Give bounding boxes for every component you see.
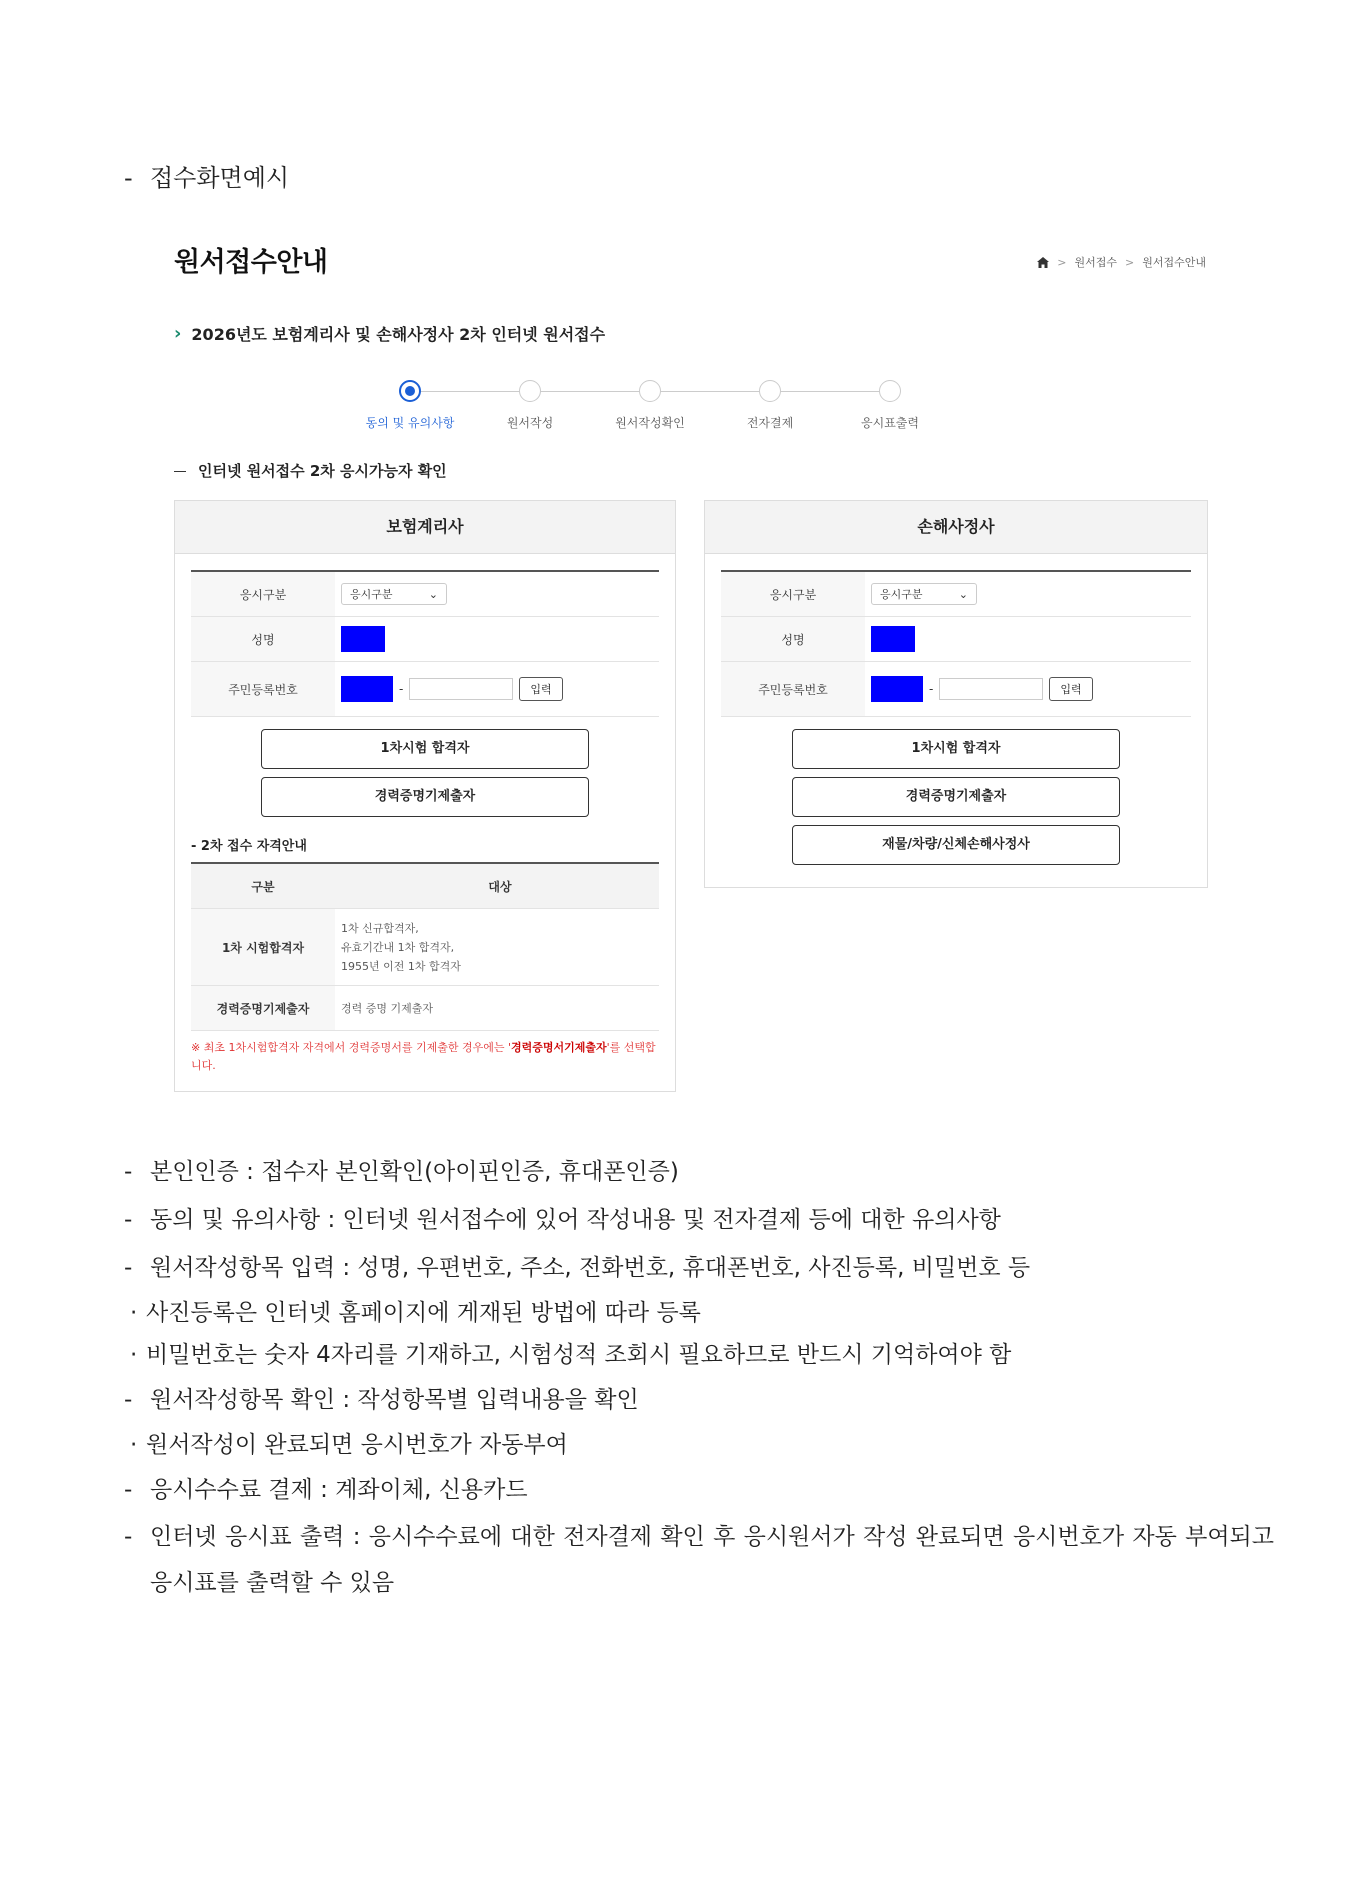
notice-prefix: ※ 최초 1차시험합격자 자격에서 경력증명서를 기제출한 경우에는 ': [191, 1041, 511, 1054]
panel-title: 손해사정사: [705, 501, 1207, 554]
breadcrumb: [1037, 254, 1206, 270]
field-cell: [335, 583, 659, 605]
subsection-title-text: 인터넷 원서접수 2차 응시가능자 확인: [198, 462, 447, 480]
bullet-item: - 응시수수료 결제 : 계좌이체, 신용카드: [124, 1466, 1274, 1514]
chevron-down-icon: ⌄: [428, 587, 438, 601]
eligibility-form: [721, 570, 1191, 717]
field-label: 주민등록번호: [721, 662, 865, 716]
home-icon[interactable]: [1037, 257, 1049, 268]
enter-button[interactable]: 입력: [1049, 677, 1092, 701]
breadcrumb-item[interactable]: 원서접수: [1074, 256, 1118, 269]
form-row: [721, 617, 1191, 662]
form-row: [721, 572, 1191, 617]
sub-bullet-item: · 원서작성이 완료되면 응시번호가 자동부여: [124, 1424, 1274, 1466]
intro-text: 접수화면예시: [150, 164, 290, 192]
subsection-title: [174, 460, 447, 481]
chevron-right-icon: >: [1057, 255, 1067, 269]
table-cell-type: 1차 시험합격자: [191, 909, 335, 985]
id-back-input[interactable]: [939, 678, 1043, 700]
actuary-panel: [174, 500, 676, 1092]
step-label: 원서작성: [506, 416, 554, 430]
field-cell: [335, 676, 659, 702]
table-row: [191, 909, 659, 986]
id-front-redacted: [341, 676, 393, 702]
select-value: 응시구분: [880, 588, 923, 601]
field-label: 주민등록번호: [191, 662, 335, 716]
page-title: 원서접수안내: [174, 247, 328, 278]
qualification-table: [191, 862, 659, 1031]
step-label: 응시표출력: [861, 416, 919, 430]
form-row: [191, 662, 659, 717]
field-cell: [865, 676, 1191, 702]
step-payment: [700, 378, 840, 431]
button-group: [705, 729, 1207, 865]
name-redacted: [871, 626, 915, 652]
chevron-right-icon: >: [1125, 255, 1135, 269]
id-front-redacted: [871, 676, 923, 702]
step-dot: [639, 380, 661, 402]
form-row: [191, 617, 659, 662]
step-label: 원서작성확인: [615, 416, 685, 430]
hyphen: -: [399, 682, 404, 696]
intro-line: [124, 158, 289, 193]
field-cell: [865, 583, 1191, 605]
bullet-item: - 원서작성항목 확인 : 작성항목별 입력내용을 확인: [124, 1376, 1274, 1424]
field-cell: [335, 626, 659, 652]
dash-marker: -: [124, 164, 133, 192]
chevron-right-icon: ›: [174, 323, 182, 344]
step-confirm: [580, 378, 720, 431]
section-title-text: 2026년도 보험계리사 및 손해사정사 2차 인터넷 원서접수: [191, 325, 606, 344]
step-ticket: [820, 378, 960, 431]
first-exam-passer-button[interactable]: 1차시험 합격자: [261, 729, 589, 769]
field-label: 성명: [721, 617, 865, 661]
bullet-item: - 본인인증 : 접수자 본인확인(아이핀인증, 휴대폰인증): [124, 1148, 1274, 1196]
screenshot-frame: [170, 224, 1216, 1104]
dash-marker: [174, 471, 186, 472]
chevron-down-icon: ⌄: [958, 587, 968, 601]
career-certificate-button[interactable]: 경력증명기제출자: [792, 777, 1120, 817]
select-value: 응시구분: [350, 588, 393, 601]
field-cell: [865, 626, 1191, 652]
breadcrumb-item[interactable]: 원서접수안내: [1142, 256, 1206, 269]
column-header: 대상: [335, 864, 659, 908]
step-agreement: [340, 378, 480, 431]
field-label: 성명: [191, 617, 335, 661]
career-certificate-button[interactable]: 경력증명기제출자: [261, 777, 589, 817]
category-select[interactable]: [341, 583, 447, 605]
bullet-item: - 인터넷 응시표 출력 : 응시수수료에 대한 전자결제 확인 후 응시원서가 작성 완료되면 응시번호가 자동 부여되고 응시표를 출력할 수 있음: [124, 1514, 1274, 1606]
first-exam-passer-button[interactable]: 1차시험 합격자: [792, 729, 1120, 769]
notice-text: [191, 1039, 659, 1075]
table-cell-target: 1차 신규합격자, 유효기간내 1차 합격자, 1955년 이전 1차 합격자: [341, 921, 461, 973]
stepper: [365, 378, 930, 438]
bullet-item: - 원서작성항목 입력 : 성명, 우편번호, 주소, 전화번호, 휴대폰번호, 사진등록, 비밀번호 등: [124, 1244, 1274, 1292]
loss-adjuster-panel: [704, 500, 1208, 888]
column-header: 구분: [191, 864, 335, 908]
step-dot: [519, 380, 541, 402]
table-cell-type: 경력증명기제출자: [191, 986, 335, 1030]
notice-bold: 경력증명서기제출자: [511, 1041, 607, 1054]
step-application: [460, 378, 600, 431]
step-dot: [399, 380, 421, 402]
name-redacted: [341, 626, 385, 652]
property-vehicle-body-adjuster-button[interactable]: 재물/차량/신체손해사정사: [792, 825, 1120, 865]
field-label: 응시구분: [721, 572, 865, 616]
bullet-list: [124, 1148, 1274, 1606]
eligibility-form: [191, 570, 659, 717]
hyphen: -: [929, 682, 934, 696]
category-select[interactable]: [871, 583, 977, 605]
bullet-item: - 동의 및 유의사항 : 인터넷 원서접수에 있어 작성내용 및 전자결제 등에 대한 유의사항: [124, 1196, 1274, 1244]
id-back-input[interactable]: [409, 678, 513, 700]
step-label: 전자결제: [746, 416, 794, 430]
notice-suffix: '를 선택합니다.: [191, 1041, 656, 1072]
table-header-row: [191, 864, 659, 909]
step-label: 동의 및 유의사항: [365, 416, 455, 430]
panel-title: 보험계리사: [175, 501, 675, 554]
button-group: [175, 729, 675, 817]
field-label: 응시구분: [191, 572, 335, 616]
sub-bullet-item: · 사진등록은 인터넷 홈페이지에 게재된 방법에 따라 등록: [124, 1292, 1274, 1334]
qualification-title: - 2차 접수 자격안내: [191, 839, 307, 854]
table-cell-target: 경력 증명 기제출자: [341, 1002, 434, 1015]
step-dot: [879, 380, 901, 402]
enter-button[interactable]: 입력: [519, 677, 562, 701]
table-row: [191, 986, 659, 1031]
sub-bullet-item: · 비밀번호는 숫자 4자리를 기재하고, 시험성적 조회시 필요하므로 반드시 기억하여야 함: [124, 1334, 1274, 1376]
section-title: [174, 322, 605, 345]
step-dot: [759, 380, 781, 402]
form-row: [721, 662, 1191, 717]
form-row: [191, 572, 659, 617]
